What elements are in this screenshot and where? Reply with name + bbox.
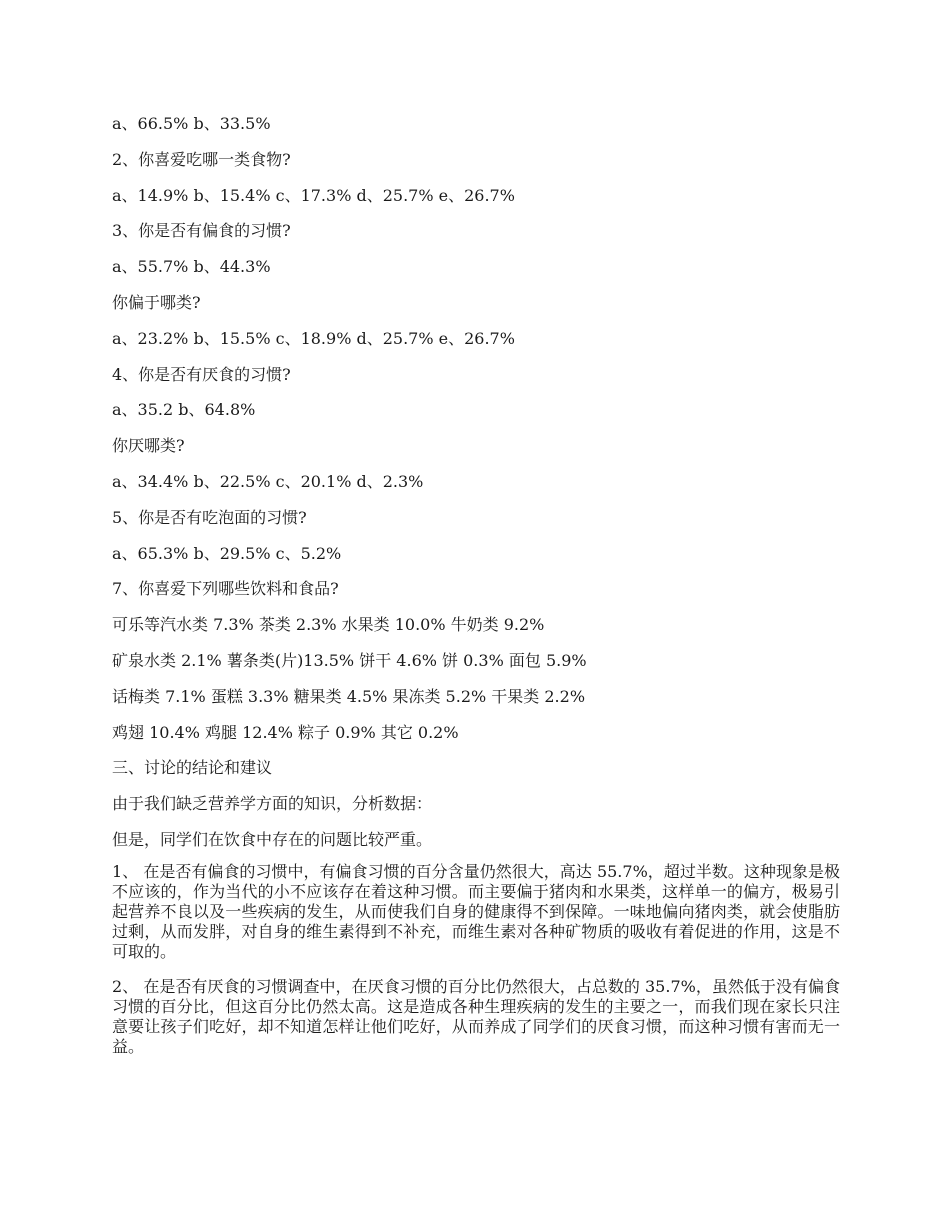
text-line: a、66.5% b、33.5% [112,114,271,133]
sub-question: 你偏于哪类? [112,292,201,312]
question-7: 7、你喜爱下列哪些饮料和食品? [112,579,339,599]
food-stats-line: 可乐等汽水类 7.3% 茶类 2.3% 水果类 10.0% 牛奶类 9.2% [112,615,545,635]
section-heading: 三、讨论的结论和建议 [112,758,273,778]
conclusion-paragraph-1: 1、 在是否有偏食的习惯中，有偏食习惯的百分含量仍然很大，高达 55.7%，超过半数。这种现象是极不应该的，作为当代的小不应该存在着这种习惯。而主要偏于猪肉和水果类，这样单一的偏方，极易引起营养不良以及一些疾病的发生，从而使我们自身的健康得不到保障。一味地偏向猪肉类，就会使脂肪过剩，从而发胖，对自身的维生素得到不补充，而维生素对各种矿物质的吸收有着促进的作用，这是不可取的。 [112,861,840,961]
food-stats-line: 话梅类 7.1% 蛋糕 3.3% 糖果类 4.5% 果冻类 5.2% 干果类 2.2% [112,686,586,706]
document-page [112,110,840,1072]
food-stats-line: 矿泉水类 2.1% 薯条类(片)13.5% 饼干 4.6% 饼 0.3% 面包 5.9% [112,650,587,670]
answer-line: a、23.2% b、15.5% c、18.9% d、25.7% e、26.7% [112,328,515,348]
text-line: 但是，同学们在饮食中存在的问题比较严重。 [112,829,433,849]
text-line: 由于我们缺乏营养学方面的知识，分析数据： [112,794,433,814]
sub-question: 你厌哪类? [112,436,185,456]
question-4: 4、你是否有厌食的习惯? [112,364,291,384]
conclusion-paragraph-2: 2、 在是否有厌食的习惯调查中，在厌食习惯的百分比仍然很大，占总数的 35.7%，虽然低于没有偏食习惯的百分比，但这百分比仍然太高。这是造成各种生理疾病的发生的主要之一，而我们现在家长只注意要让孩子们吃好，却不知道怎样让他们吃好，从而养成了同学们的厌食习惯，而这种习惯有害而无一益。 [112,976,840,1056]
answer-line: a、14.9% b、15.4% c、17.3% d、25.7% e、26.7% [112,185,515,205]
question-5: 5、你是否有吃泡面的习惯? [112,507,307,527]
answer-line: a、55.7% b、44.3% [112,257,271,277]
answer-line: a、35.2 b、64.8% [112,400,256,420]
question-3: 3、你是否有偏食的习惯? [112,221,291,241]
question-2: 2、你喜爱吃哪一类食物? [112,149,291,169]
answer-line: a、34.4% b、22.5% c、20.1% d、2.3% [112,471,424,491]
answer-line: a、65.3% b、29.5% c、5.2% [112,543,342,563]
food-stats-line: 鸡翅 10.4% 鸡腿 12.4% 粽子 0.9% 其它 0.2% [112,722,459,742]
